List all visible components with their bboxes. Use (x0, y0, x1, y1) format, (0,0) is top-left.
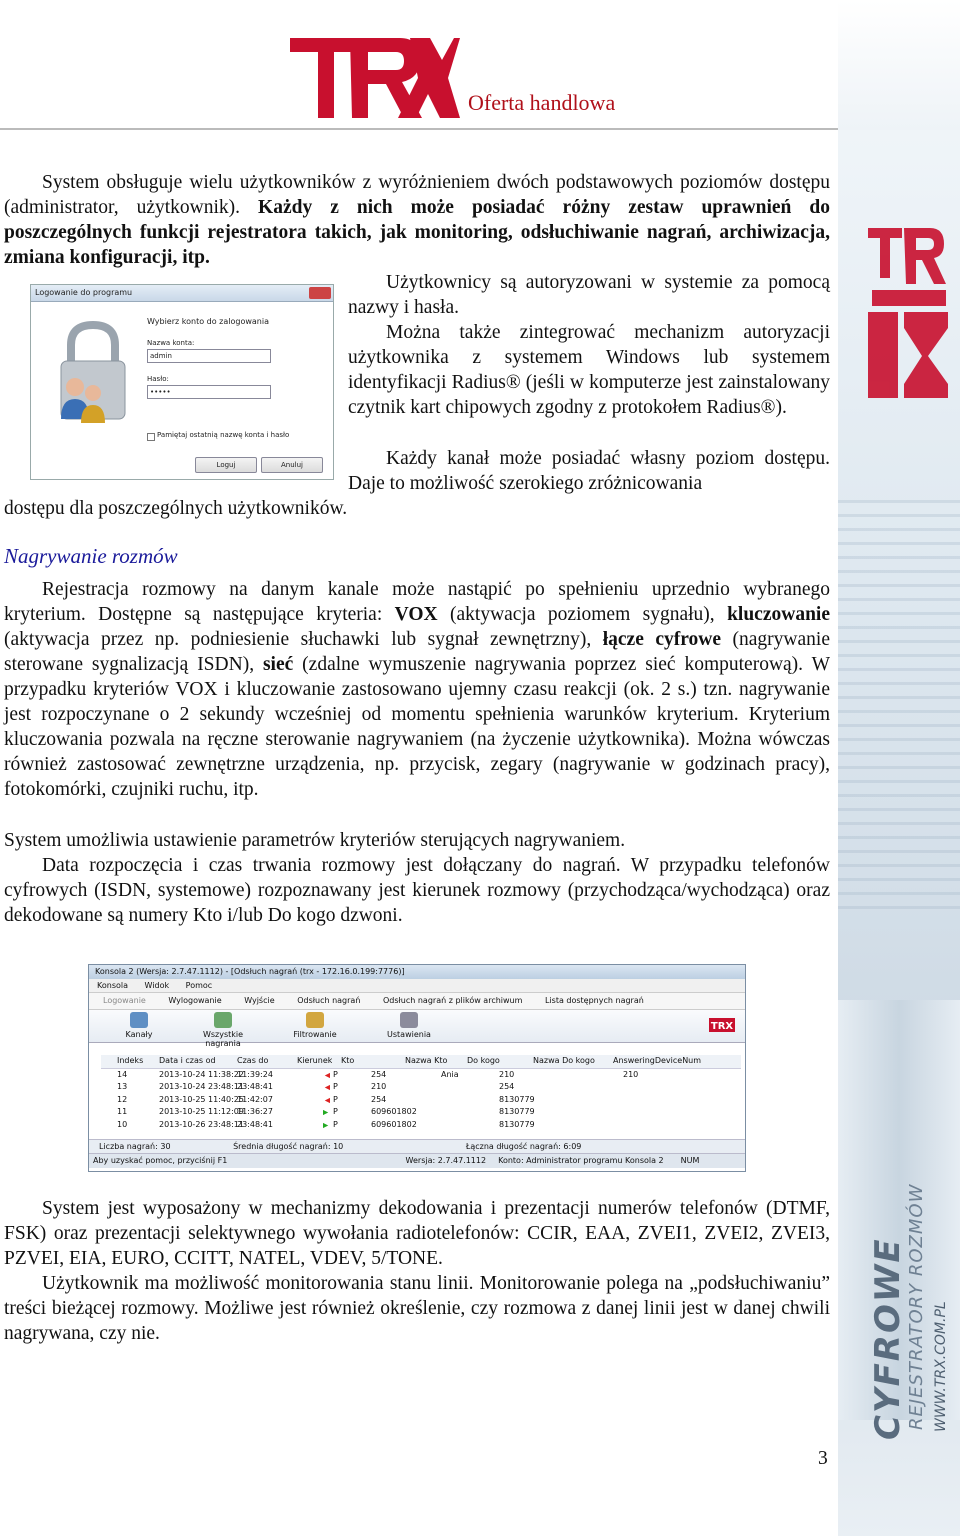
cell-kto: 609601802 (371, 1119, 417, 1129)
status-bar (89, 1153, 746, 1168)
console-trx-logo (709, 1018, 735, 1032)
auth-paragraph: Użytkownicy są autoryzowani w systemie za pomocą nazwy i hasła. (348, 272, 830, 318)
cell-date: 2013-10-24 23:48:11 (159, 1082, 244, 1091)
count-label: Liczba nagrań: (99, 1142, 158, 1151)
cell-index: 13 (117, 1082, 128, 1091)
cell-date: 2013-10-24 11:38:22 (159, 1069, 244, 1079)
channels-icon (130, 1012, 148, 1028)
account-field[interactable]: admin (147, 349, 271, 363)
remember-label: Pamiętaj ostatnią nazwę konta i hasło (157, 431, 290, 439)
intro-paragraph (4, 170, 830, 270)
password-field[interactable]: ••••• (147, 385, 271, 399)
col-indeks[interactable]: Indeks (117, 1056, 144, 1065)
channel-paragraph-end: dostępu dla poszczególnych użytkowników. (4, 498, 348, 519)
cell-kto: 254 (371, 1069, 387, 1079)
col-nazwa-kto[interactable]: Nazwa Kto (405, 1056, 448, 1065)
wszystkie-button[interactable] (185, 1012, 261, 1048)
cancel-button[interactable]: Anuluj (261, 457, 323, 473)
col-answering[interactable]: AnsweringDeviceNum (613, 1056, 702, 1065)
cell-end: 11:36:27 (237, 1107, 273, 1116)
kanaly-button[interactable] (109, 1012, 169, 1039)
cell-date: 2013-10-26 23:48:11 (159, 1119, 244, 1129)
criteria-text-3: (aktywacja przez np. podniesienie słuchawki lub sygnał zewnętrzny), (4, 629, 603, 650)
cell-date: 2013-10-25 11:40:25 (159, 1094, 244, 1104)
table-row[interactable] (101, 1081, 741, 1094)
toolbar-logowanie[interactable]: Logowanie (103, 996, 146, 1005)
cell-date: 2013-10-25 11:12:09 (159, 1107, 244, 1116)
channel-paragraph: Każdy kanał może posiadać własny poziom dostępu. Daje to możliwość szerokiego zróżnicowania (348, 448, 830, 494)
criteria-text-2: (aktywacja poziomem sygnału), (437, 604, 728, 625)
col-data[interactable]: Data i czas od (159, 1056, 216, 1065)
login-dialog-screenshot (30, 284, 334, 480)
total-label: Łączna długość nagrań: (465, 1142, 561, 1151)
cell-kto: 210 (371, 1082, 387, 1091)
vox-term: VOX (394, 604, 438, 625)
padlock-users-icon (53, 319, 133, 425)
dialog-heading: Wybierz konto do zalogowania (147, 317, 269, 326)
avg-value: 10 (333, 1142, 344, 1151)
cell-direction: P (333, 1069, 338, 1079)
ustawienia-label: Ustawienia (387, 1030, 431, 1039)
table-row[interactable] (101, 1094, 741, 1107)
trx-logo (290, 38, 460, 118)
cell-do-kogo: 8130779 (499, 1107, 535, 1116)
side-url (932, 1301, 950, 1432)
cell-direction: P (333, 1107, 338, 1116)
console-window-screenshot (88, 964, 746, 1172)
kluczowanie-term: kluczowanie (727, 604, 830, 625)
col-kto[interactable]: Kto (341, 1056, 355, 1065)
close-icon (309, 287, 331, 299)
toolbar-wyjscie[interactable]: Wyjście (244, 996, 275, 1005)
password-label: Hasło: (147, 375, 169, 383)
login-button[interactable]: Loguj (195, 457, 257, 473)
filtrowanie-button[interactable] (285, 1012, 345, 1039)
recordings-table (101, 1055, 741, 1131)
cell-do-kogo: 254 (499, 1082, 515, 1091)
criteria-text-5: (zdalne wymuszenie nagrywania poprzez sieć komputerową). W przypadku kryteriów VOX i kluczowanie zastosowano ujemny czasu reakcji (ok. 2 s.) tzn. nagrywanie jest rozpoczynane o 2 sekundy wcześniej od momentu spełnienia warunków kryterium. Kryterium kluczowania pozwala na ręczne sterowanie nagrywaniem (na życzenie użytkownika). Można wówczas również zastosować zewnętrzne urządzenia, np. przycisk, zegary (nagrywanie w godzinach pracy), fotokomórki, czujniki ruchu, itp. (4, 654, 830, 800)
cell-direction: P (333, 1082, 338, 1091)
count-value: 30 (160, 1142, 171, 1151)
col-czas[interactable]: Czas do (237, 1056, 269, 1065)
cell-kto: 609601802 (371, 1107, 417, 1116)
ustawienia-button[interactable] (379, 1012, 439, 1039)
cell-kto: 254 (371, 1094, 387, 1104)
avg-label: Średnia długość nagrań: (233, 1142, 331, 1151)
cell-direction: P (333, 1119, 338, 1129)
kanaly-label: Kanały (125, 1030, 153, 1039)
console-toolbar (89, 993, 745, 1010)
criteria-text-1: Rejestracja rozmowy na danym kanale może nastąpić po spełnieniu uprzednio wybranego kryterium. Dostępne są następujące kryteria: (4, 579, 830, 625)
lacze-term: łącze cyfrowe (602, 629, 722, 650)
side-slogan-2 (906, 1184, 927, 1430)
cell-index: 10 (117, 1119, 128, 1129)
side-slogan (868, 1237, 908, 1440)
cell-end: 23:48:41 (237, 1082, 273, 1091)
cell-do-kogo: 210 (499, 1069, 515, 1079)
filter-icon (306, 1012, 324, 1028)
col-nazwa-do-kogo[interactable]: Nazwa Do kogo (533, 1056, 595, 1065)
page-number: 3 (818, 1448, 828, 1469)
siec-term: sieć (262, 654, 294, 675)
section-heading: Nagrywanie rozmów (4, 544, 178, 568)
table-row[interactable] (101, 1069, 741, 1082)
menu-konsola[interactable]: Konsola (97, 981, 128, 990)
date-paragraph: Data rozpoczęcia i czas trwania rozmowy jest dołączany do nagrań. W przypadku telefonów cyfrowych (ISDN, systemowe) rozpoznawany jest kierunek rozmowy (przychodząca/wychodząca) oraz dekodowane są numery Kto i/lub Do kogo dzwoni. (4, 855, 830, 926)
table-header (101, 1055, 741, 1069)
menu-widok[interactable]: Widok (144, 981, 170, 990)
side-slogan-line1: CYFROWE (868, 1237, 908, 1440)
cell-do-kogo: 8130779 (499, 1119, 535, 1129)
menu-pomoc[interactable]: Pomoc (185, 981, 213, 990)
criteria-paragraph (4, 577, 830, 802)
col-do-kogo[interactable]: Do kogo (467, 1056, 500, 1065)
summary-bar (89, 1139, 746, 1153)
table-row[interactable] (101, 1106, 741, 1119)
remember-checkbox[interactable] (147, 433, 155, 441)
dialog-titlebar: Logowanie do programu (31, 285, 333, 302)
total-value: 6:09 (563, 1142, 582, 1151)
console-menu (89, 979, 745, 993)
radius-paragraph: Można także zintegrować mechanizm autoryzacji użytkownika z systemem Windows lub systemem identyfikacji Radius® (jeśli w komputerze jest zainstalowany czytnik kart chipowych zgodny z protokołem Radius®). (348, 322, 830, 418)
status-version: Wersja: 2.7.47.1112 (405, 1156, 487, 1165)
console-big-toolbar (89, 1010, 745, 1048)
filtrowanie-label: Filtrowanie (293, 1030, 337, 1039)
toolbar-lista[interactable]: Lista dostępnych nagrań (544, 996, 644, 1005)
cell-index: 14 (117, 1069, 128, 1079)
svg-text:TRX: TRX (710, 1021, 734, 1032)
toolbar-wylogowanie[interactable]: Wylogowanie (168, 996, 222, 1005)
table-row[interactable] (101, 1119, 741, 1132)
decoding-paragraph: System jest wyposażony w mechanizmy dekodowania i prezentacji numerów telefonów (DTMF, FSK) oraz prezentacji selektywnego wywołania radiotelefonów: CCIR, EAA, ZVEI1, ZVEI2, ZVEI3, PZVEI, EIA, EURO, CCITT, NATEL, VDEV, 5/TONE. (4, 1198, 830, 1269)
toolbar-archiwum[interactable]: Odsłuch nagrań z plików archiwum (382, 996, 523, 1005)
cell-end: 11:39:24 (237, 1069, 273, 1079)
side-url-text: WWW.TRX.COM.PL (933, 1301, 949, 1432)
cell-nazwa-kto: Ania (441, 1069, 459, 1079)
wszystkie-label: Wszystkie nagrania (202, 1030, 244, 1048)
criteria-text-4: (nagrywanie sterowane sygnalizacją ISDN), (4, 629, 830, 675)
toolbar-odsluch[interactable]: Odsłuch nagrań (297, 996, 361, 1005)
direction-arrow-icon (323, 1119, 330, 1134)
cell-index: 12 (117, 1094, 128, 1104)
settings-icon (400, 1012, 418, 1028)
cell-answering: 210 (623, 1069, 639, 1079)
side-trx-logo (868, 228, 948, 398)
intro-bold-text: Każdy z nich może posiadać różny zestaw uprawnień do poszczególnych funkcji rejestratora takich, jak monitoring, odsłuchiwanie nagrań, archiwizacja, zmiana konfiguracji, itp. (4, 197, 830, 268)
intro-text: System obsługuje wielu użytkowników z wyróżnieniem dwóch podstawowych poziomów dostępu (administrator, użytkownik). (4, 172, 830, 218)
cell-direction: P (333, 1094, 338, 1104)
offer-title: Oferta handlowa (468, 90, 616, 115)
header-divider (0, 128, 838, 130)
side-slogan-line2: REJESTRATORY ROZMÓW (906, 1183, 927, 1430)
account-label: Nazwa konta: (147, 339, 195, 347)
recordings-icon (214, 1012, 232, 1028)
col-kierunek[interactable]: Kierunek (297, 1056, 333, 1065)
console-titlebar: Konsola 2 (Wersja: 2.7.47.1112) - [Odsłuch nagrań (trx - 172.16.0.199:7776)] (89, 965, 745, 979)
monitoring-paragraph: Użytkownik ma możliwość monitorowania stanu linii. Monitorowanie polega na „podsłuchiwaniu” treści bieżącej rozmowy. Możliwe jest również określenie, czy rozmowa z danej linii jest w danej chwili nagrywana, czy nie. (4, 1273, 830, 1344)
params-paragraph: System umożliwia ustawienie parametrów kryteriów sterujących nagrywaniem. (4, 830, 626, 851)
status-account: Konto: Administrator programu Konsola 2 (498, 1156, 664, 1165)
cell-index: 11 (117, 1107, 128, 1116)
status-num: NUM (680, 1156, 700, 1165)
cell-end: 23:48:41 (237, 1119, 273, 1129)
cell-end: 11:42:07 (237, 1094, 273, 1104)
cell-do-kogo: 8130779 (499, 1094, 535, 1104)
status-help: Aby uzyskać pomoc, przyciśnij F1 (93, 1156, 228, 1165)
